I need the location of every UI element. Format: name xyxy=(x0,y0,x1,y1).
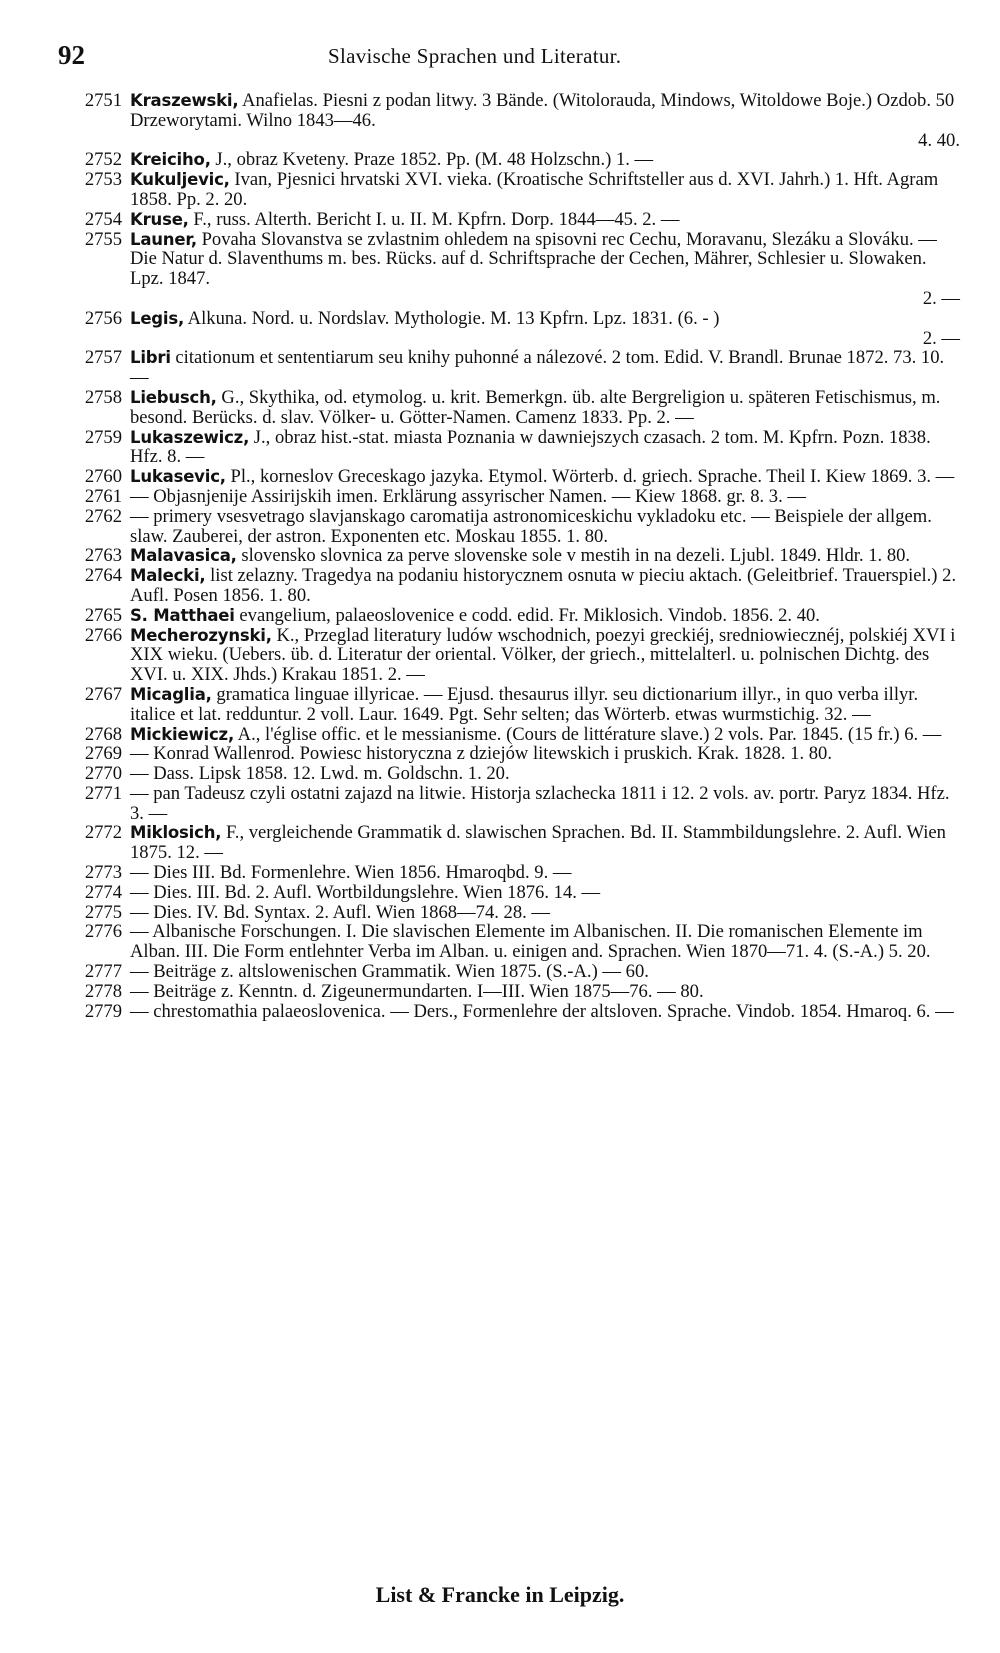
entry-author: Kreiciho, xyxy=(130,150,211,170)
running-title: Slavische Sprachen und Literatur. xyxy=(328,44,622,68)
entry-description: J., obraz Kveteny. Praze 1852. Pp. (M. 48 Holzschn.) 1. — xyxy=(210,149,654,171)
entry-text xyxy=(130,309,960,329)
catalog-entry xyxy=(58,546,960,566)
entry-author: Libri xyxy=(130,348,171,368)
entry-number: 2770 xyxy=(84,763,122,785)
entry-number: 2764 xyxy=(84,565,122,587)
entry-text xyxy=(130,487,960,507)
entry-description: Anafielas. Piesni z podan litwy. 3 Bände. (Witolorauda, Mindows, Witoldowe Boje.) Ozdob. 50 Drzeworytami. Wilno 1843—46. xyxy=(130,90,955,131)
entry-number: 2754 xyxy=(84,208,122,230)
entry-text xyxy=(130,725,960,745)
entry-description: — Dies. III. Bd. 2. Aufl. Wortbildungslehre. Wien 1876. 14. — xyxy=(130,881,601,903)
entry-author: Liebusch, xyxy=(130,387,217,407)
entry-author: Mickiewicz, xyxy=(130,724,235,744)
entry-number: 2768 xyxy=(84,723,122,745)
entry-description: A., l'église offic. et le messianisme. (Cours de littérature slave.) 2 vols. Par. 1845. (15 fr.) 6. — xyxy=(234,723,942,745)
entry-author: Legis, xyxy=(130,308,185,328)
entry-description: — chrestomathia palaeoslovenica. — Ders., Formenlehre der altsloven. Sprache. Vindob. 1854. Hmaroq. 6. — xyxy=(130,1000,954,1022)
catalog-entry xyxy=(58,982,960,1002)
entry-description: F., russ. Alterth. Bericht I. u. II. M. Kpfrn. Dorp. 1844—45. 2. — xyxy=(188,208,680,230)
entry-number: 2766 xyxy=(84,624,122,646)
entry-author: Malecki, xyxy=(130,566,206,586)
catalog-entry xyxy=(58,309,960,349)
entry-text xyxy=(130,566,960,606)
entry-author: Lukasevic, xyxy=(130,467,226,487)
entry-number: 2779 xyxy=(84,1000,122,1022)
catalog-entry xyxy=(58,823,960,863)
entry-text xyxy=(130,388,960,428)
entry-description: G., Skythika, od. etymolog. u. krit. Bemerkgn. üb. alte Bergreligion u. späteren Fetischismus, m. besond. Berücks. d. slav. Völker- u. Götter-Namen. Camenz 1833. Pp. 2. — xyxy=(130,386,941,428)
entry-description: — Beiträge z. Kenntn. d. Zigeunermundarten. I—III. Wien 1875—76. — 80. xyxy=(130,980,704,1002)
entry-text xyxy=(130,626,960,685)
entry-price: 2. — xyxy=(922,287,960,309)
catalog-entry xyxy=(58,150,960,170)
entry-author: Mecherozynski, xyxy=(130,625,272,645)
entry-number: 2759 xyxy=(84,426,122,448)
entry-number: 2755 xyxy=(84,228,122,250)
entry-text xyxy=(130,467,960,487)
entry-number: 2757 xyxy=(84,347,122,369)
entry-author: S. Matthaei xyxy=(130,605,235,625)
entry-text xyxy=(130,507,960,547)
entry-number: 2762 xyxy=(84,505,122,527)
catalog-entry xyxy=(58,606,960,626)
entry-number: 2771 xyxy=(84,782,122,804)
catalog-entry xyxy=(58,566,960,606)
entry-description: — pan Tadeusz czyli ostatni zajazd na litwie. Historja szlachecka 1811 i 12. 2 vols. av. portr. Paryz 1834. Hfz. 3. — xyxy=(130,782,950,824)
entry-description: Alkuna. Nord. u. Nordslav. Mythologie. M. 13 Kpfrn. Lpz. 1831. (6. - ) xyxy=(184,307,720,329)
entry-number: 2756 xyxy=(84,307,122,329)
entry-text xyxy=(130,210,960,230)
entry-author: Kruse, xyxy=(130,209,189,229)
entry-text xyxy=(130,863,960,883)
entry-description: J., obraz hist.-stat. miasta Poznania w dawniejszych czasach. 2 tom. M. Kpfrn. Pozn. 1838. Hfz. 8. — xyxy=(130,426,931,468)
entry-text xyxy=(130,922,960,962)
entry-text xyxy=(130,230,960,289)
catalog-entry xyxy=(58,467,960,487)
entry-text xyxy=(130,685,960,725)
catalog-entry xyxy=(58,922,960,962)
catalog-entry xyxy=(58,388,960,428)
entry-text xyxy=(130,150,960,170)
entry-number: 2753 xyxy=(84,169,122,191)
entry-number: 2767 xyxy=(84,683,122,705)
entry-text xyxy=(130,903,960,923)
entry-text xyxy=(130,823,960,863)
entry-number: 2760 xyxy=(84,466,122,488)
entry-text xyxy=(130,91,960,131)
entry-description: list zelazny. Tragedya na podaniu historycznem osnuta w pieciu aktach. (Geleitbrief. Trauerspiel.) 2. Aufl. Posen 1856. 1. 80. xyxy=(130,565,957,606)
entry-number: 2758 xyxy=(84,386,122,408)
entry-price: 2. — xyxy=(922,327,960,349)
entry-text xyxy=(130,744,960,764)
entry-description: — Konrad Wallenrod. Powiesc historyczna z dziejów litewskich i pruskich. Krak. 1828. 1. 80. xyxy=(130,743,832,765)
entry-description: slovensko slovnica za perve slovenske sole v mestih in na dezeli. Ljubl. 1849. Hldr. 1. 80. xyxy=(236,545,911,567)
catalog-entry xyxy=(58,507,960,547)
catalog-entry xyxy=(58,962,960,982)
catalog-entry xyxy=(58,626,960,685)
page-number: 92 xyxy=(58,40,85,70)
entry-price: 4. 40. xyxy=(918,129,960,151)
catalog-entries xyxy=(58,91,960,1021)
entry-description: Povaha Slovanstva se zvlastnim ohledem na spisovni rec Cechu, Moravanu, Slezáku a Slováku. — Die Natur d. Slaventhums m. bes. Rücks. auf d. Schriftsprache der Cechen, Mährer, Schlesier u. Slowaken. Lpz. 1847. xyxy=(130,228,937,290)
entry-text xyxy=(130,962,960,982)
entry-description: citationum et sententiarum seu knihy puhonné a nálezové. 2 tom. Edid. V. Brandl. Brunae 1872. 73. 10. — xyxy=(130,347,945,389)
entry-author: Miklosich, xyxy=(130,823,222,843)
entry-description: — Dass. Lipsk 1858. 12. Lwd. m. Goldschn. 1. 20. xyxy=(130,763,510,785)
catalog-entry xyxy=(58,487,960,507)
entry-text xyxy=(130,606,960,626)
entry-description: evangelium, palaeoslovenice e codd. edid. Fr. Miklosich. Vindob. 1856. 2. 40. xyxy=(234,604,820,626)
catalog-entry xyxy=(58,903,960,923)
catalog-entry xyxy=(58,91,960,150)
entry-text xyxy=(130,883,960,903)
entry-description: Pl., korneslov Greceskago jazyka. Etymol. Wörterb. d. griech. Sprache. Theil I. Kiew 1869. 3. — xyxy=(225,466,955,488)
entry-number: 2751 xyxy=(84,90,122,111)
entry-number: 2769 xyxy=(84,743,122,765)
catalog-entry xyxy=(58,883,960,903)
catalog-entry xyxy=(58,348,960,388)
catalog-entry xyxy=(58,784,960,824)
entry-author: Malavasica, xyxy=(130,546,237,566)
entry-description: F., vergleichende Grammatik d. slawischen Sprachen. Bd. II. Stammbildungslehre. 2. Aufl. Wien 1875. 12. — xyxy=(130,822,946,864)
entry-number: 2763 xyxy=(84,545,122,567)
entry-number: 2765 xyxy=(84,604,122,626)
entry-number: 2761 xyxy=(84,485,122,507)
catalog-entry xyxy=(58,685,960,725)
entry-description: — Dies. IV. Bd. Syntax. 2. Aufl. Wien 1868—74. 28. — xyxy=(130,901,551,923)
catalog-entry xyxy=(58,1002,960,1022)
catalog-entry xyxy=(58,863,960,883)
entry-author: Kraszewski, xyxy=(130,91,239,110)
entry-description: — Dies III. Bd. Formenlehre. Wien 1856. Hmaroqbd. 9. — xyxy=(130,862,572,884)
entry-number: 2774 xyxy=(84,881,122,903)
publisher-footer: List & Francke in Leipzig. xyxy=(375,1582,625,1607)
catalog-entry xyxy=(58,725,960,745)
entry-text xyxy=(130,348,960,388)
entry-description: — Albanische Forschungen. I. Die slavischen Elemente im Albanischen. II. Die romanischen Elemente im Alban. III. Die Form entlehnter Verba im Alban. u. einigen and. Sprachen. Wien 1870—71. 4. (S.-A.) 5. 20. xyxy=(130,921,931,963)
entry-author: Lukaszewicz, xyxy=(130,427,250,447)
entry-number: 2775 xyxy=(84,901,122,923)
entry-author: Kukuljevic, xyxy=(130,170,230,190)
catalog-entry xyxy=(58,764,960,784)
entry-text xyxy=(130,546,960,566)
entry-author: Micaglia, xyxy=(130,684,212,704)
entry-description: — primery vsesvetrago slavjanskago caromatija astronomiceskichu vykladoku etc. — Beispiele der allgem. slaw. Zauberei, der astron. Exponenten etc. Moskau 1855. 1. 80. xyxy=(130,505,932,547)
entry-text xyxy=(130,784,960,824)
catalog-entry xyxy=(58,230,960,309)
catalog-entry xyxy=(58,170,960,210)
entry-description: gramatica linguae illyricae. — Ejusd. thesaurus illyr. seu dictionarium illyr., in quo verba illyr. italice et lat. redduntur. 2 voll. Laur. 1649. Pgt. Sehr selten; das Wörterb. etwas wurmstichig. 32. — xyxy=(130,683,919,725)
entry-text xyxy=(130,1002,960,1022)
entry-number: 2773 xyxy=(84,862,122,884)
entry-text xyxy=(130,170,960,210)
entry-number: 2752 xyxy=(84,149,122,171)
entry-description: K., Przeglad literatury ludów wschodnich, poezyi greckiéj, sredniowiecznéj, polskiéj XVI i XIX wieku. (Uebers. üb. d. Literatur der oriental. Völker, der griech., mittelalterl. u. polnischen Dichtg. des XVI. u. XIX. Jhds.) Krakau 1851. 2. — xyxy=(130,624,956,686)
catalog-entry xyxy=(58,210,960,230)
entry-text xyxy=(130,428,960,468)
catalog-entry xyxy=(58,428,960,468)
entry-description: Ivan, Pjesnici hrvatski XVI. vieka. (Kroatische Schriftsteller aus d. XVI. Jahrh.) 1. Hft. Agram 1858. Pp. 2. 20. xyxy=(130,169,939,210)
page-header xyxy=(58,40,958,74)
entry-number: 2777 xyxy=(84,961,122,983)
entry-text xyxy=(130,764,960,784)
entry-number: 2772 xyxy=(84,822,122,844)
entry-description: — Objasnjenije Assirijskih imen. Erklärung assyrischer Namen. — Kiew 1868. gr. 8. 3. — xyxy=(130,485,806,507)
entry-description: — Beiträge z. altslowenischen Grammatik. Wien 1875. (S.-A.) — 60. xyxy=(130,961,649,983)
entry-number: 2776 xyxy=(84,921,122,943)
entry-author: Launer, xyxy=(130,229,197,249)
entry-number: 2778 xyxy=(84,980,122,1002)
entry-text xyxy=(130,982,960,1002)
catalog-entry xyxy=(58,744,960,764)
